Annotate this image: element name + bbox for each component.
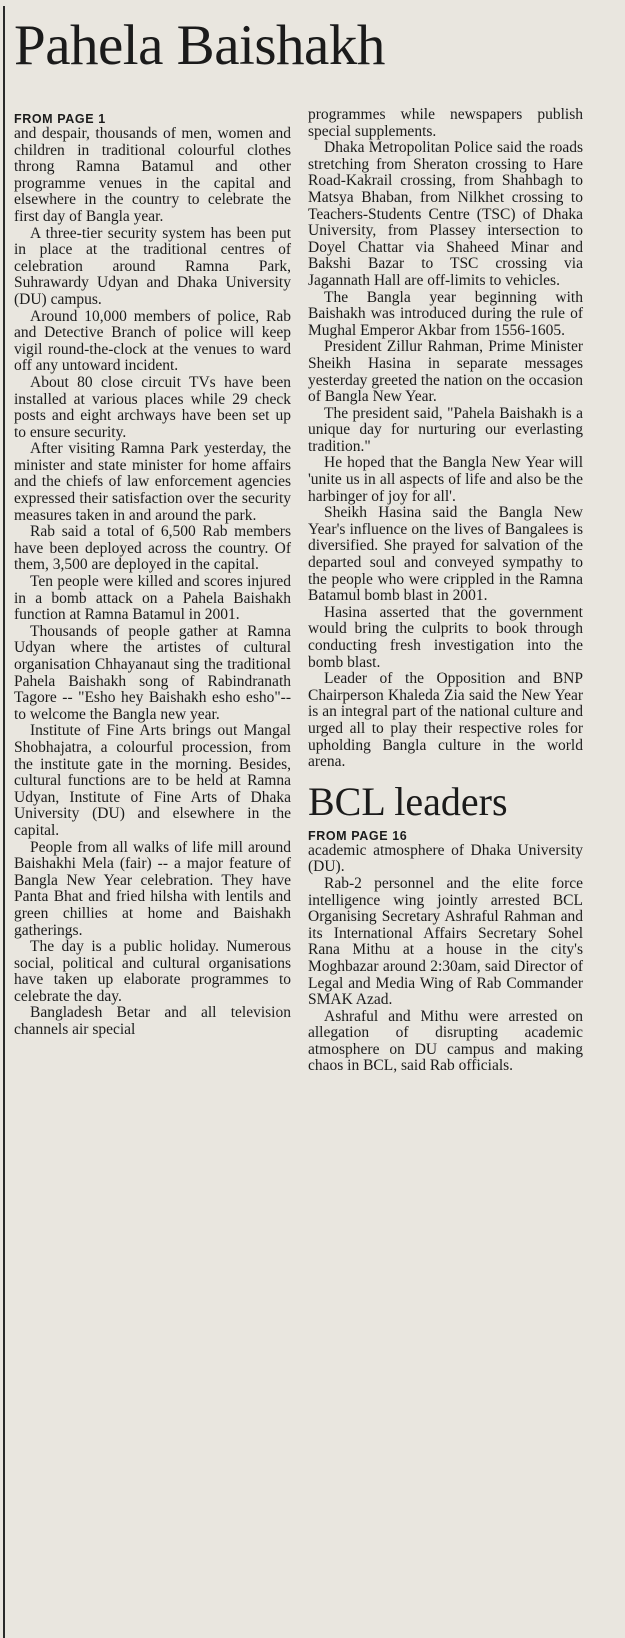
continued-from-label: FROM PAGE 1 [14, 112, 106, 126]
article-paragraph: Around 10,000 members of police, Rab and Detective Branch of police will keep vigil round-the-clock at the venues to ward off any untoward incident. [14, 307, 291, 375]
article-paragraph: The president said, "Pahela Baishakh is a unique day for nurturing our everlasting tradition." [308, 404, 583, 455]
article-paragraph: He hoped that the Bangla New Year will 'unite us in all aspects of life and also be the harbinger of joy for all'. [308, 454, 583, 505]
article-paragraph: Leader of the Opposition and BNP Chairperson Khaleda Zia said the New Year is an integral part of the national culture and urged all to play their respective roles for upholding Bangla culture in the world arena. [308, 670, 583, 771]
article-paragraph: The Bangla year beginning with Baishakh was introduced during the rule of Mughal Emperor Akbar from 1556-1605. [308, 288, 583, 339]
section-headline: BCL leaders [308, 778, 508, 824]
left-column [14, 112, 291, 1039]
article-paragraph: academic atmosphere of Dhaka University (DU). [308, 841, 583, 876]
article-paragraph: Rab-2 personnel and the elite force intelligence wing jointly arrested BCL Organising Secretary Ashraful Rahman and its International Affairs Secretary Sohel Rana Mithu at a house in the city's Moghbazar around 2:30am, said Director of Legal and Media Wing of Rab Commander SMAK Azad. [308, 874, 583, 1009]
continued-from-label: FROM PAGE 16 [308, 828, 408, 843]
headline: Pahela Baishakh [14, 14, 385, 77]
article-paragraph: programmes while newspapers publish special supplements. [308, 106, 583, 140]
article-paragraph: A three-tier security system has been put in place at the traditional centres of celebration around Ramna Park, Suhrawardy Udyan and Dhaka University (DU) campus. [14, 224, 291, 308]
article-paragraph: Institute of Fine Arts brings out Mangal Shobhajatra, a colourful procession, from the institute gate in the morning. Besides, cultural functions are to be held at Ramna Udyan, Institute of Fine Arts of Dhaka University (DU) and elsewhere in the capital. [14, 722, 291, 839]
column-rule [3, 6, 5, 1638]
article-paragraph: Dhaka Metropolitan Police said the roads stretching from Sheraton crossing to Hare Road-Kakrail crossing, from Shahbagh to Matsya Bhaban, from Nilkhet crossing to Teachers-Students Centre (TSC) of Dhaka University, from Plassey intersection to Doyel Chattar via Shaheed Minar and Bakshi Bazar to TSC crossing via Jagannath Hall are off-limits to vehicles. [308, 139, 583, 289]
article-paragraph: Ashraful and Mithu were arrested on allegation of disrupting academic atmosphere on DU campus and making chaos in BCL, said Rab officials. [308, 1007, 583, 1075]
article-paragraph: Hasina asserted that the government would bring the culprits to book through conducting fresh investigation into the bomb blast. [308, 603, 583, 671]
article-paragraph: and despair, thousands of men, women and children in traditional colourful clothes throng Ramna Batamul and other programme venues in the capital and elsewhere in the country to celebrate the first day of Bangla year. [14, 125, 291, 225]
article-paragraph: About 80 close circuit TVs have been installed at various places while 29 check posts and eight archways have been set up to ensure security. [14, 373, 291, 441]
right-column [308, 107, 583, 1075]
article-paragraph: Bangladesh Betar and all television channels air special [14, 1004, 291, 1039]
article-paragraph: Thousands of people gather at Ramna Udyan where the artistes of cultural organisation Chhayanaut sing the traditional Pahela Baishakh song of Rabindranath Tagore -- "Esho hey Baishakh esho esho"-- to welcome the Bangla new year. [14, 622, 291, 723]
article-paragraph: Rab said a total of 6,500 Rab members have been deployed across the country. Of them, 3,500 are deployed in the capital. [14, 523, 291, 574]
article-paragraph: After visiting Ramna Park yesterday, the minister and state minister for home affairs and the chiefs of law enforcement agencies expressed their satisfaction over the security measures taken in and around the park. [14, 440, 291, 524]
article-paragraph: Sheikh Hasina said the Bangla New Year's influence on the lives of Bangalees is diversified. She prayed for salvation of the departed soul and conveyed sympathy to the people who were crippled in the Ramna Batamul bomb blast in 2001. [308, 504, 583, 605]
article-paragraph: Ten people were killed and scores injured in a bomb attack on a Pahela Baishakh function at Ramna Batamul in 2001. [14, 573, 291, 624]
article-paragraph: President Zillur Rahman, Prime Minister Sheikh Hasina in separate messages yesterday greeted the nation on the occasion of Bangla New Year. [308, 338, 583, 406]
article-paragraph: People from all walks of life mill around Baishakhi Mela (fair) -- a major feature of Bangla New Year celebration. They have Panta Bhat and fried hilsha with lentils and green chillies at home and Baishakh gatherings. [14, 838, 291, 939]
article-paragraph: The day is a public holiday. Numerous social, political and cultural organisations have taken up elaborate programmes to celebrate the day. [14, 938, 291, 1005]
